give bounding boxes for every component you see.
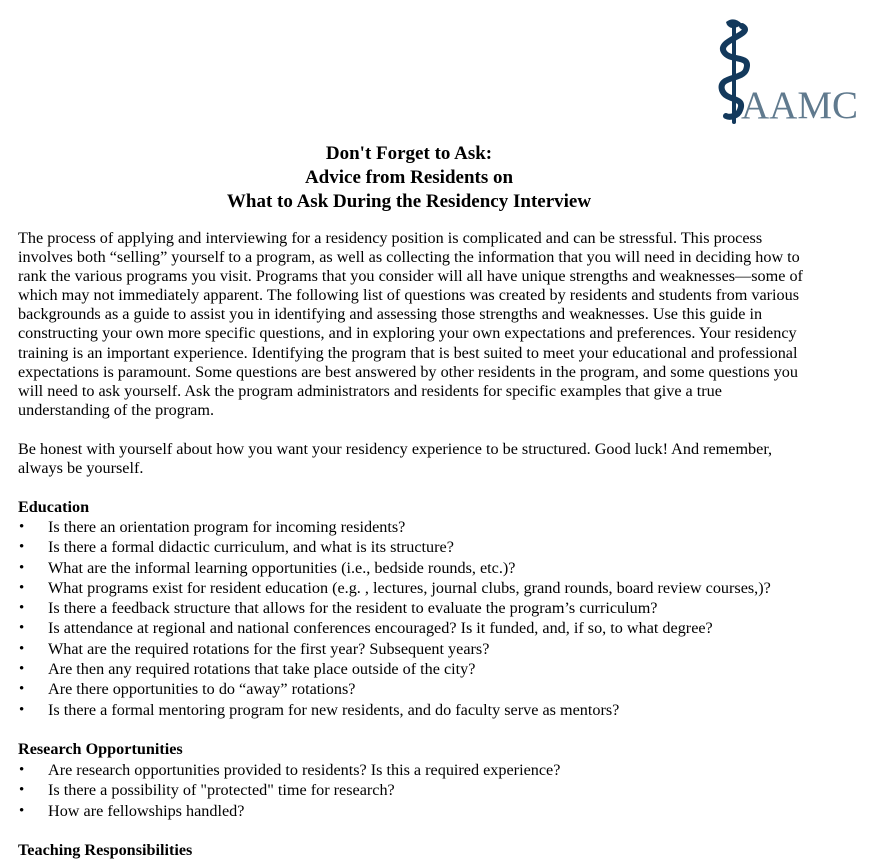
aamc-logo-text: AAMC [741, 84, 859, 127]
list-item: • Is there a feedback structure that allows for the resident to evaluate the program’s curriculum? [18, 598, 858, 618]
title-line-2: Advice from Residents on [304, 167, 514, 188]
list-item: • Is attendance at regional and national conferences encouraged? Is it funded, and, if so, to what degree? [18, 618, 858, 638]
document-title [0, 142, 818, 214]
list-item: • What are the required rotations for the first year? Subsequent years? [18, 639, 858, 659]
list-item: • Are then any required rotations that take place outside of the city? [18, 659, 858, 679]
intro-paragraph: The process of applying and interviewing for a residency position is complicated and can be stressful. This process involves both “selling” yourself to a program, as well as collecting the information that you will need in deciding how to rank the various programs you visit. Programs that you consider will all have unique strengths and weaknesses—some of which may not immediately apparent. The following list of questions was created by residents and students from various backgrounds as a guide to assist you in identifying and assessing those strengths and weaknesses. Use this guide in constructing your own more specific questions, and in exploring your own expectations and preferences. Your residency training is an important experience. Identifying the program that is best suited to meet your educational and professional expectations is paramount. Some questions are best answered by other residents in the program, and some questions you will need to ask yourself. Ask the program administrators and residents for specific examples that give a true understanding of the program. [18, 229, 803, 419]
section-heading-research: Research Opportunities [18, 740, 183, 758]
list-item: • What programs exist for resident education (e.g. , lectures, journal clubs, grand rounds, board review courses,)? [18, 578, 858, 598]
section-heading-education: Education [18, 498, 90, 516]
list-item: • What are the informal learning opportunities (i.e., bedside rounds, etc.)? [18, 558, 858, 578]
title-line-3: What to Ask During the Residency Interview [226, 191, 592, 212]
list-item: • Is there a possibility of "protected" time for research? [18, 780, 858, 800]
list-item: • How are fellowships handled? [18, 801, 858, 821]
list-item: • Are there opportunities to do “away” rotations? [18, 679, 858, 699]
research-question-list [18, 760, 858, 821]
list-item: • Is there a formal didactic curriculum, and what is its structure? [18, 537, 858, 557]
closing-paragraph: Be honest with yourself about how you want your residency experience to be structured. Good luck! And remember, always be yourself. [18, 440, 773, 478]
list-item: • Is there an orientation program for incoming residents? [18, 517, 858, 537]
list-item: • Is there a formal mentoring program for new residents, and do faculty serve as mentors? [18, 700, 858, 720]
section-heading-teaching: Teaching Responsibilities [18, 841, 193, 859]
list-item: • Are research opportunities provided to residents? Is this a required experience? [18, 760, 858, 780]
title-line-1: Don't Forget to Ask: [325, 143, 493, 164]
education-question-list [18, 517, 858, 720]
